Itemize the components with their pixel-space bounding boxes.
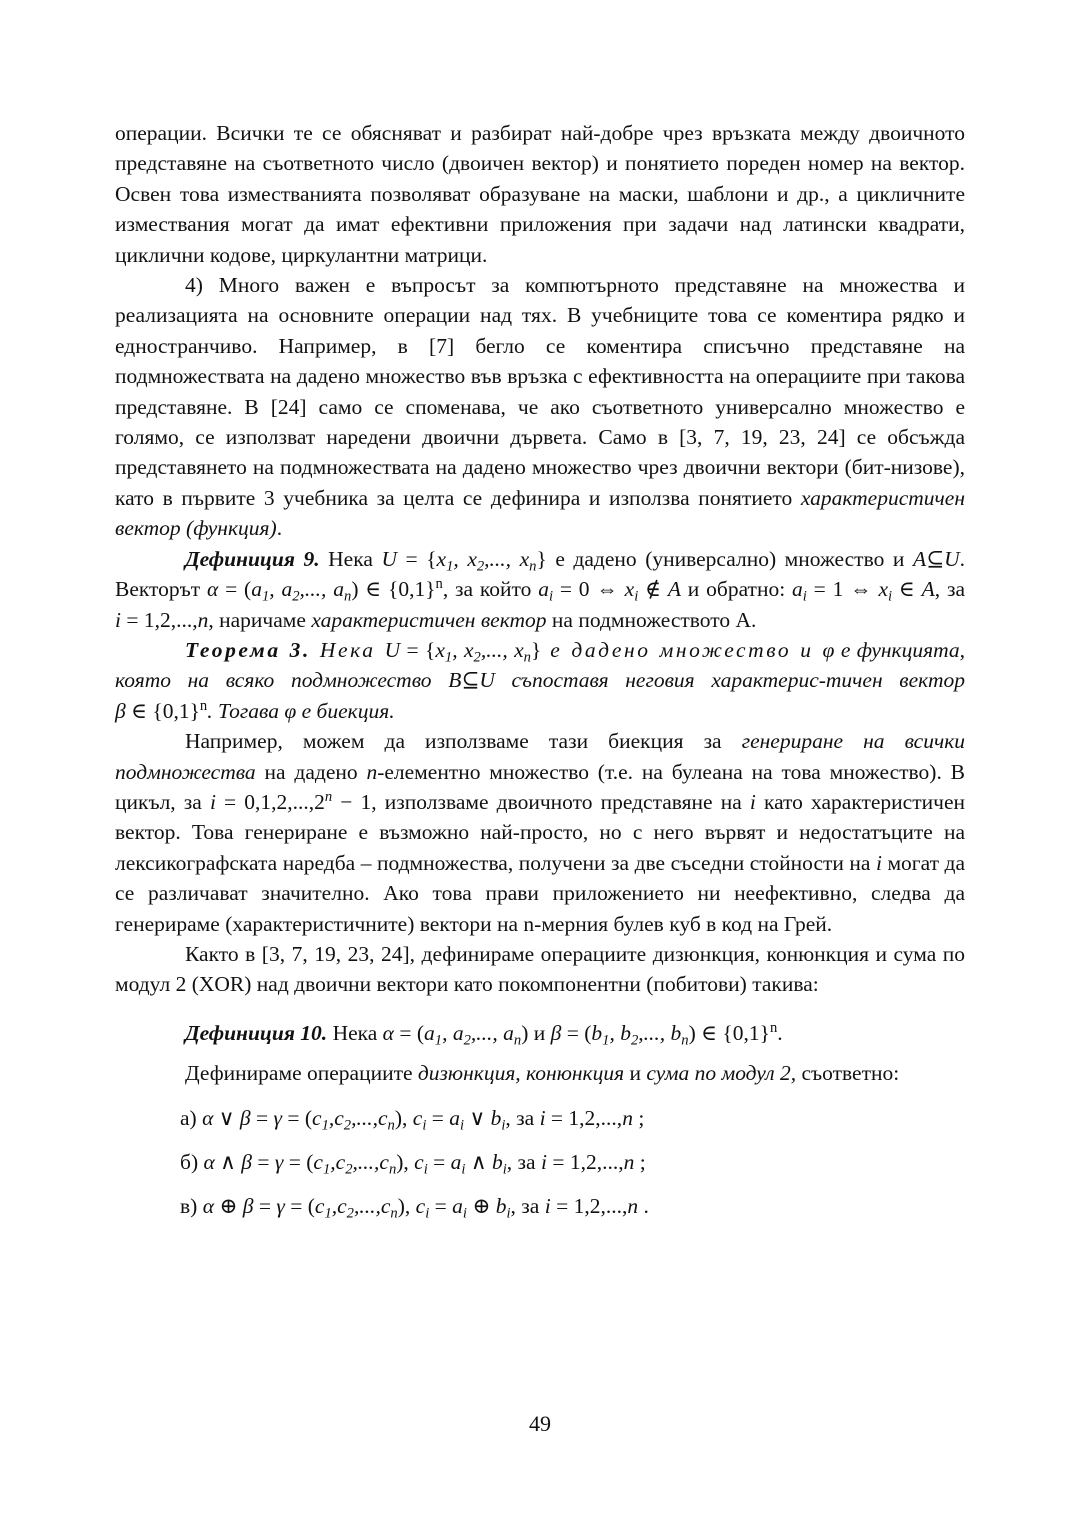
page-body xyxy=(115,118,965,1222)
operations-list xyxy=(180,1103,965,1222)
formula-xor: α ⊕ $\beta = \gamma = (c_1,c_2,...,c_n)$ xyxy=(202,1194,405,1222)
term-mod2-sum: сума по модул 2, xyxy=(646,1061,797,1086)
operation-disjunction: а) α ∨ $\beta = \gamma = (c_1,c_2,...,c_n)$, $c_i = a_i$ ∨ $b_i$, за i = 1,2,...,n ; xyxy=(180,1105,645,1133)
term-characteristic-vector-def: характеристичен вектор xyxy=(311,607,547,632)
formula-beta-def10: $\beta = (b_1$, $b_2$,..., $b_n$) ∈ $\{0,1\}^n$ xyxy=(550,1019,778,1049)
operation-conjunction: б) α ∧ $\beta = \gamma = (c_1,c_2,...,c_n)$, $c_i = a_i$ ∧ $b_i$, за i = 1,2,...,n ; xyxy=(180,1150,646,1178)
formula-universal-set: $U = \{x_1$, $x_2$,..., $x_n$} xyxy=(381,546,547,575)
term-generate-subsets: генериране на всички подмножества xyxy=(115,729,966,784)
paragraph-set-representation: 4) Много важен е въпросът за компютърното представяне на множества и реализацията на основните операции над тях. В учебниците това се коментира рядко и едностранчиво. Например, в [7] бегло се коментира списъчно представяне на подмножествата на дадено множество във връзка с ефективността на операциите при такова представяне. В [24] само се споменава, че ако съответното универсално множество е голямо, се използват наредени двоични дървета. Само в [3, 7, 19, 23, 24] се обсъжда представянето на подмножествата на дадено множество чрез двоични вектори (бит-низове), като в първите 3 учебника за целта се дефинира и използва понятието характеристичен вектор (функция). xyxy=(115,273,965,541)
definition-10-title: Дефиниция 10. xyxy=(185,1020,328,1045)
definition-9: Дефиниция 9. Нека $U = \{x_1$, $x_2$,..., $x_n$} е дадено (универсално) множество и A⊆U. Векторът $\alpha = (a_1$, $a_2$,..., $a_n$) ∈ $\{0,1\}^n$, за който $a_i = 0$ ⇔ $x_i$ ∉ A и обратно: $a_i = 1$ ⇔ $x_i$ ∈ A, за i = 1,2,...,n, наричаме характеристичен вектор на подмножеството A. xyxy=(115,546,966,632)
formula-xor-component: $c_i = a_i$ ⊕ $b_i$, xyxy=(415,1194,516,1222)
formula-disjunction-component: $c_i = a_i$ ∨ $b_i$, xyxy=(412,1105,511,1133)
formula-index-range: i = 1,2,...,n xyxy=(115,607,209,632)
term-disjunction-conjunction: дизюнкция, конюнкция xyxy=(417,1061,625,1086)
formula-conjunction-component: $c_i = a_i$ ∧ $b_i$, xyxy=(414,1150,513,1178)
formula-universal-set-theorem: $U = \{x_1$, $x_2$,..., $x_n$} xyxy=(384,637,542,666)
formula-disjunction: α ∨ $\beta = \gamma = (c_1,c_2,...,c_n)$ xyxy=(202,1105,403,1133)
formula-phi-bijection: φ xyxy=(284,698,297,723)
formula-vector-alpha: $\alpha = (a_1$, $a_2$,..., $a_n$) ∈ $\{0,1\}^n$ xyxy=(207,576,443,605)
theorem-3-title: Теорема 3. xyxy=(185,637,311,662)
paragraph-generate-subsets: Например, можем да използваме тази биекция за генериране на всички подмножества на дадено n-елементно множество (т.е. на булеана на това множество). В цикъл, за $i = 0,1,2,...,2^n - 1$, използваме двоичното представяне на i като характеристичен вектор. Това генериране е възможно най-просто, но с него вървят и недостатъците на лексикографската наредба – подмножества, получени за две съседни стойности на i могат да се различават значително. Ако това прави приложението ни неефективно, следва да генерираме (характеристичните) вектори на n-мерния булев куб в код на Грей. xyxy=(115,729,966,936)
theorem-3: Теорема 3. Нека $U = \{x_1$, $x_2$,..., $x_n$} е дадено множество и φ е функцията, която на всяко подмножество B⊆U съпоставя неговия характерис-тичен вектор β ∈ $\{0,1\}^n$. Тогава φ е биекция. xyxy=(115,637,966,723)
paragraph-text: 4) Много важен е въпросът за компютърното представяне на множества и реализацията на основните операции над тях. В учебниците това се коментира рядко и едностранчиво. Например, в [7] бегло се коментира списъчно представяне на подмножествата на дадено множество във връзка с ефективността на операциите при такова представяне. В [24] само се споменава, че ако съответното универсално множество е голямо, се използват наредени двоични дървета. Само в [3, 7, 19, 23, 24] се обсъжда представянето на подмножествата на дадено множество чрез двоични вектори (бит-низове), като в първите 3 учебника за целта се дефинира и използва понятието xyxy=(115,273,965,510)
term-characteristic-vector: характеристичен вектор (функция) xyxy=(115,485,965,541)
paragraph-operations-intro: операции. Всички те се обясняват и разбират най-добре чрез връзката между двоичното представяне на съответното число (двоичен вектор) и понятието пореден номер на вектор. Освен това изместванията позволяват образуване на маски, шаблони и др., а цикличните измествания могат да имат ефективни приложения при задачи над латински квадрати, циклични кодове, циркулантни матрици. xyxy=(115,121,965,267)
definition-9-title: Дефиниция 9. xyxy=(185,546,320,571)
formula-conjunction: α ∧ $\beta = \gamma = (c_1,c_2,...,c_n)$ xyxy=(203,1150,404,1178)
formula-loop-range: $i = 0,1,2,...,2^n - 1$ xyxy=(209,788,372,814)
definition-10: Дефиниция 10. Нека $\alpha = (a_1$, $a_2$,..., $a_n$) и $\beta = (b_1$, $b_2$,..., $b_n$) ∈ $\{0,1\}^n$. xyxy=(185,1019,783,1049)
definition-10-text: Дефинираме операциите дизюнкция, конюнкция и сума по модул 2, съответно: xyxy=(185,1061,900,1086)
formula-beta: β ∈ $\{0,1\}^n$ xyxy=(115,697,208,723)
formula-subset-b: B⊆U xyxy=(448,668,495,693)
formula-phi: φ xyxy=(822,637,835,662)
paragraph-bitwise-operations: Както в [3, 7, 19, 23, 24], дефинираме операциите дизюнкция, конюнкция и сума по модул 2 (XOR) над двоични вектори като покомпонентни (побитови) такива: xyxy=(115,941,965,997)
formula-subset: A⊆U xyxy=(912,546,960,571)
operation-xor: в) α ⊕ $\beta = \gamma = (c_1,c_2,...,c_n)$, $c_i = a_i$ ⊕ $b_i$, за i = 1,2,...,n . xyxy=(180,1194,649,1222)
formula-alpha: $\alpha = (a_1$, $a_2$,..., $a_n$) xyxy=(382,1020,529,1049)
page-number: 49 xyxy=(529,1411,551,1436)
formula-zero-condition: $a_i = 0$ ⇔ $x_i$ ∉ A xyxy=(538,577,681,605)
formula-one-condition: $a_i = 1$ ⇔ $x_i$ ∈ A xyxy=(792,577,935,605)
